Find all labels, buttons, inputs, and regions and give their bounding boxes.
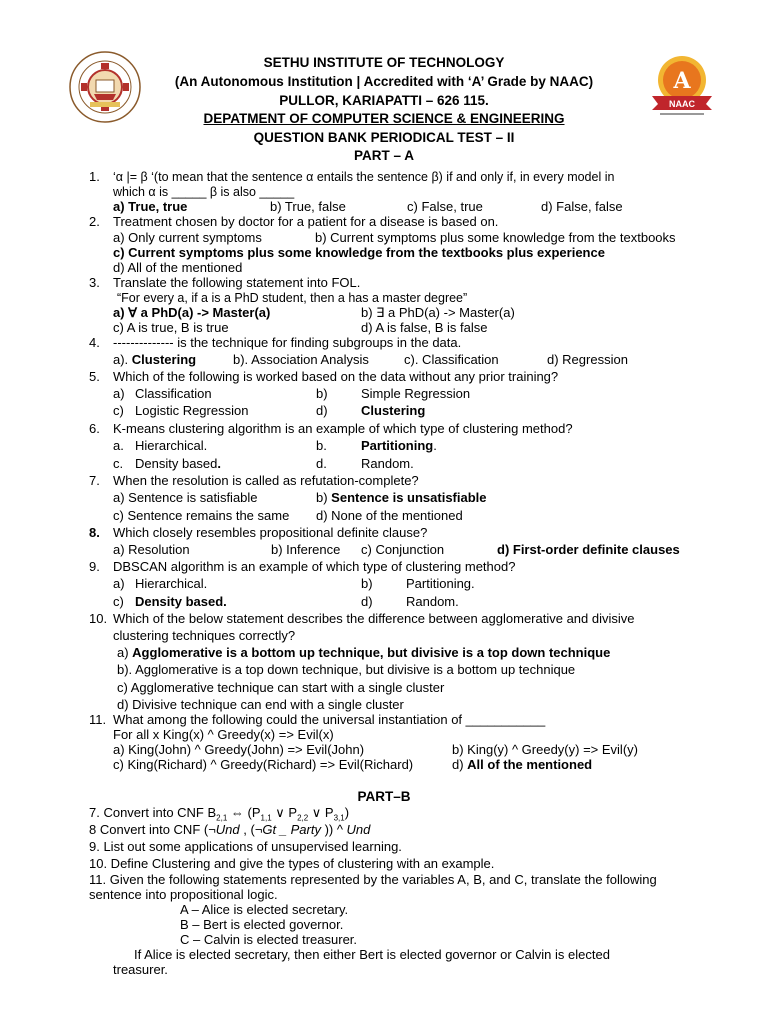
q9-option-d: Random.	[406, 594, 459, 609]
q10-option-b: b). Agglomerative is a top down technique, but divisive is a bottom up technique	[117, 662, 576, 677]
q2-number: 2.	[89, 214, 100, 229]
q4-option-d: d) Regression	[547, 352, 628, 367]
q5-option-a-label: a)	[113, 386, 125, 401]
q3-quote: “For every a, if a is a PhD student, then a has a master degree”	[117, 291, 468, 305]
q10-text-line1: Which of the below statement describes the difference between agglomerative and divisive	[113, 611, 635, 626]
part-b-q7-sub-p11: 1,1	[260, 813, 272, 823]
q6-option-d-label: d.	[316, 456, 327, 471]
part-b-def-c: C – Calvin is elected treasurer.	[180, 932, 358, 947]
institute-subtitle: (An Autonomous Institution | Accredited with ‘A’ Grade by NAAC)	[174, 74, 594, 89]
q6-option-c-period: .	[217, 456, 222, 471]
q6-option-c-label: c.	[113, 456, 124, 471]
q11-option-a: a) King(John) ^ Greedy(John) => Evil(John)	[113, 742, 365, 757]
q6-option-b-period: .	[433, 438, 437, 453]
q6-text: K-means clustering algorithm is an example of which type of clustering method?	[113, 421, 573, 436]
q6-option-c	[135, 456, 221, 472]
institute-name: SETHU INSTITUTE OF TECHNOLOGY	[263, 55, 505, 70]
q1-option-c: c) False, true	[407, 199, 483, 214]
q7-option-a: a) Sentence is satisfiable	[113, 490, 258, 505]
q2-option-c: c) Current symptoms plus some knowledge from the textbooks plus experience	[113, 245, 605, 260]
q6-option-b	[361, 438, 437, 454]
q11-option-d	[452, 757, 592, 773]
q10-number: 10.	[89, 611, 108, 626]
q8-option-b: b) Inference	[271, 542, 341, 557]
q7-option-b-prefix: b)	[316, 490, 332, 505]
part-b-title: PART–B	[357, 789, 411, 804]
q2-option-b: b) Current symptoms plus some knowledge from the textbooks	[315, 230, 676, 245]
q2-text: Treatment chosen by doctor for a patient for a disease is based on.	[113, 214, 499, 229]
q10-text-line2: clustering techniques correctly?	[113, 628, 296, 643]
part-b-q7-sub-p22: 2,2	[297, 813, 309, 823]
q3-option-c: c) A is true, B is true	[113, 320, 229, 335]
q7-option-b	[316, 490, 487, 506]
q9-option-c-label: c)	[113, 594, 124, 609]
q11-text: What among the following could the universal instantiation of ___________	[113, 712, 546, 727]
q5-option-a: Classification	[135, 386, 212, 401]
q1-text-line1: ‘α |= β ‘(to mean that the sentence α entails the sentence β) if and only if, in every model in	[113, 170, 615, 184]
q6-option-d: Random.	[361, 456, 414, 471]
q9-text: DBSCAN algorithm is an example of which type of clustering method?	[113, 559, 516, 574]
q7-option-d: d) None of the mentioned	[316, 508, 463, 523]
part-b-q8-und: Und	[215, 822, 240, 837]
q9-option-a: Hierarchical.	[135, 576, 208, 591]
q6-option-a: Hierarchical.	[135, 438, 208, 453]
q5-option-c: Logistic Regression	[135, 403, 249, 418]
q10-option-a-prefix: a)	[117, 645, 133, 660]
q5-number: 5.	[89, 369, 100, 384]
q11-option-c: c) King(Richard) ^ Greedy(Richard) => Evil(Richard)	[113, 757, 414, 772]
part-b-def-b: B – Bert is elected governor.	[180, 917, 344, 932]
q5-option-d-label: d)	[316, 403, 328, 418]
part-b-statement-line1: If Alice is elected secretary, then either Bert is elected governor or Calvin is elected	[134, 947, 610, 962]
part-a-title: PART – A	[353, 148, 414, 163]
q10-option-a	[117, 645, 610, 661]
department-title: DEPATMENT OF COMPUTER SCIENCE & ENGINEERING	[203, 111, 565, 126]
q9-option-b: Partitioning.	[406, 576, 475, 591]
q2-option-d: d) All of the mentioned	[113, 260, 243, 275]
q4-option-a-answer: Clustering	[131, 352, 197, 367]
part-b-q8-mid: , (¬	[239, 822, 263, 837]
q11-option-d-prefix: d)	[452, 757, 468, 772]
q4-option-a	[113, 352, 196, 368]
q8-option-c: c) Conjunction	[361, 542, 445, 557]
part-b-q7-iff: ⇔ (P	[227, 805, 261, 820]
part-b-q7-or1: ∨ P	[271, 805, 298, 820]
q10-option-c: c) Agglomerative technique can start with a single cluster	[117, 680, 445, 695]
part-b-q7-sub-p31: 3,1	[333, 813, 345, 823]
q11-number: 11.	[89, 712, 107, 727]
q10-option-d: d) Divisive technique can end with a single cluster	[117, 697, 404, 712]
q4-text: -------------- is the technique for finding subgroups in the data.	[113, 335, 462, 350]
q5-text: Which of the following is worked based on the data without any prior training?	[113, 369, 559, 384]
q7-option-b-answer: Sentence is unsatisfiable	[331, 490, 487, 505]
q5-option-b-label: b)	[316, 386, 328, 401]
part-b-def-a: A – Alice is elected secretary.	[180, 902, 349, 917]
exam-title: QUESTION BANK PERIODICAL TEST – II	[253, 130, 515, 145]
q8-number: 8.	[89, 525, 100, 540]
q6-number: 6.	[89, 421, 100, 436]
q3-option-b: b) ∃ a PhD(a) -> Master(a)	[361, 305, 515, 320]
part-b-q8	[89, 822, 370, 838]
q3-text: Translate the following statement into FOL.	[113, 275, 361, 290]
q11-option-b: b) King(y) ^ Greedy(y) => Evil(y)	[452, 742, 638, 757]
part-b-q9: 9. List out some applications of unsupervised learning.	[89, 839, 402, 854]
q3-option-d: d) A is false, B is false	[361, 320, 488, 335]
part-b-q8-und2: Und	[346, 822, 371, 837]
q9-option-b-label: b)	[361, 576, 373, 591]
part-b-q7-text: 7. Convert into CNF B	[89, 805, 217, 820]
q1-option-d: d) False, false	[541, 199, 623, 214]
q1-option-b: b) True, false	[270, 199, 346, 214]
q4-option-c: c). Classification	[404, 352, 499, 367]
q3-option-a: a) ∀ a PhD(a) -> Master(a)	[113, 305, 271, 320]
q8-option-a: a) Resolution	[113, 542, 190, 557]
part-b-q7	[89, 805, 349, 821]
q5-option-c-label: c)	[113, 403, 124, 418]
part-b-q11-line1: 11. Given the following statements represented by the variables A, B, and C, translate the following	[89, 872, 657, 887]
q9-option-c: Density based.	[135, 594, 227, 609]
q9-option-a-label: a)	[113, 576, 125, 591]
q6-option-b-label: b.	[316, 438, 327, 453]
q5-option-d: Clustering	[361, 403, 426, 418]
q11-premise: For all x King(x) ^ Greedy(x) => Evil(x)	[113, 727, 334, 742]
part-b-q7-or2: ∨ P	[308, 805, 334, 820]
q4-option-b: b). Association Analysis	[233, 352, 369, 367]
q4-number: 4.	[89, 335, 100, 350]
q9-option-d-label: d)	[361, 594, 373, 609]
q10-option-a-answer: Agglomerative is a bottom up technique, but divisive is a top down technique	[132, 645, 611, 660]
part-b-q7-close: )	[344, 805, 350, 820]
q7-text: When the resolution is called as refutation-complete?	[113, 473, 419, 488]
q8-text: Which closely resembles propositional definite clause?	[113, 525, 428, 540]
institute-address: PULLOR, KARIAPATTI – 626 115.	[279, 93, 489, 108]
part-b-q8-close: )) ^	[320, 822, 347, 837]
q2-option-a: a) Only current symptoms	[113, 230, 262, 245]
q1-option-a: a) True, true	[113, 199, 188, 214]
q1-text-line2: which α is _____ β is also _____	[113, 185, 295, 199]
naac-label: NAAC	[669, 99, 695, 109]
q5-option-b: Simple Regression	[361, 386, 471, 401]
q6-option-a-label: a.	[113, 438, 124, 453]
q8-option-d: d) First-order definite clauses	[497, 542, 680, 557]
part-b-q8-text: 8 Convert into CNF (¬	[89, 822, 216, 837]
q1-number: 1.	[89, 169, 100, 184]
q6-option-c-text: Density based	[135, 456, 218, 471]
q9-number: 9.	[89, 559, 100, 574]
part-b-q11-line2: sentence into propositional logic.	[89, 887, 278, 902]
part-b-q7-sub-b: 2,1	[216, 813, 228, 823]
q7-number: 7.	[89, 473, 100, 488]
part-b-q10: 10. Define Clustering and give the types of clustering with an example.	[89, 856, 495, 871]
q6-option-b-answer: Partitioning	[361, 438, 434, 453]
q11-option-d-answer: All of the mentioned	[467, 757, 593, 772]
part-b-q8-gt-party: Gt _ Party	[262, 822, 321, 837]
q3-number: 3.	[89, 275, 100, 290]
q7-option-c: c) Sentence remains the same	[113, 508, 290, 523]
q4-option-a-prefix: a).	[113, 352, 132, 367]
naac-grade-letter: A	[673, 68, 691, 94]
part-b-statement-line2: treasurer.	[113, 962, 168, 977]
